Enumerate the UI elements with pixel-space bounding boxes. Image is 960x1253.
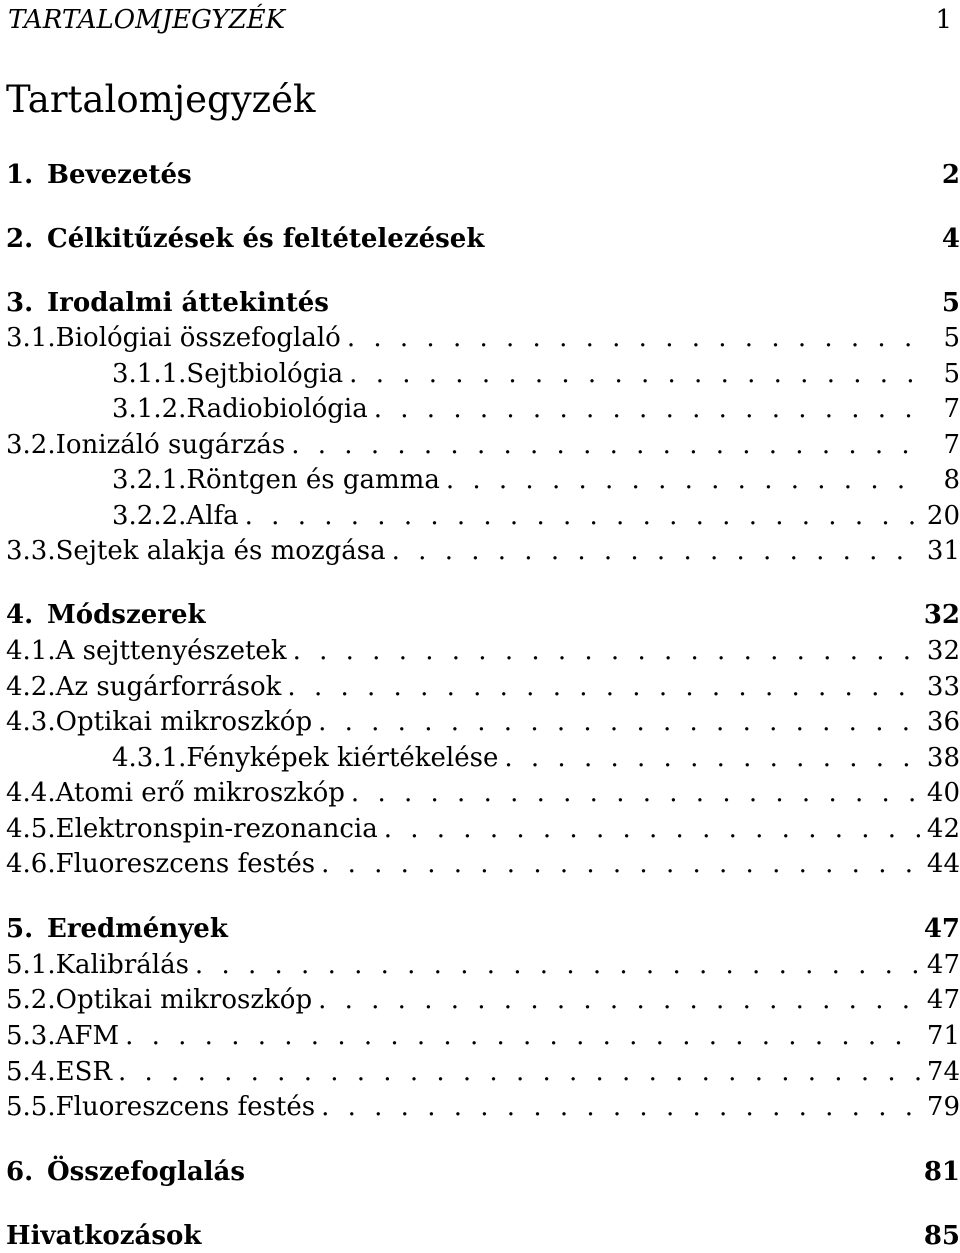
toc-page: 31 — [926, 536, 960, 566]
toc-title: Röntgen és gamma — [186, 465, 440, 495]
toc-leader — [245, 499, 921, 533]
toc-number: 4. — [6, 600, 34, 630]
toc-subsection-entry[interactable] — [6, 741, 960, 775]
toc-number: 3.2. — [6, 430, 56, 460]
toc-chapter-entry[interactable] — [6, 1155, 960, 1189]
toc-number: 5.1. — [6, 950, 56, 980]
toc-page: 2 — [941, 160, 960, 190]
toc-title: Alfa — [186, 501, 239, 531]
toc-section-entry[interactable] — [6, 1019, 960, 1053]
toc-section-entry[interactable] — [6, 1055, 960, 1089]
toc-leader — [318, 983, 921, 1017]
toc-number: 3.1.2. — [112, 394, 187, 424]
toc-leader — [504, 741, 921, 775]
toc-number: 1. — [6, 160, 34, 190]
toc-number: 5.2. — [6, 985, 56, 1015]
toc-title: ESR — [55, 1057, 112, 1087]
toc-section-entry[interactable] — [6, 812, 960, 846]
toc-section-entry[interactable] — [6, 948, 960, 982]
toc-section-entry[interactable] — [6, 776, 960, 810]
toc-leader — [321, 847, 921, 881]
toc-title: Fluoreszcens festés — [55, 849, 316, 879]
toc-title: Fényképek kiértékelése — [186, 743, 499, 773]
toc-leader — [195, 948, 921, 982]
toc-title: Radiobiológia — [186, 394, 368, 424]
toc-number: 3. — [6, 288, 34, 318]
toc-subsection-entry[interactable] — [6, 463, 960, 497]
toc-page: 47 — [926, 950, 960, 980]
toc-title: Hivatkozások — [6, 1221, 202, 1251]
toc-title: Célkitűzések és feltételezések — [47, 224, 485, 254]
toc-leader — [349, 357, 924, 391]
toc-title: Kalibrálás — [55, 950, 189, 980]
toc-page: 32 — [926, 636, 960, 666]
toc-title: Biológiai összefoglaló — [55, 323, 341, 353]
toc-title: Eredmények — [47, 914, 228, 944]
toc-number: 4.1. — [6, 636, 56, 666]
toc-section-entry[interactable] — [6, 428, 960, 462]
toc-page: 47 — [926, 985, 960, 1015]
toc-page: 40 — [926, 778, 960, 808]
page-number: 1 — [935, 5, 952, 35]
toc-number: 4.3. — [6, 707, 56, 737]
toc-leader — [118, 1055, 921, 1089]
toc-page: 47 — [923, 914, 960, 944]
toc-number: 3.2.1. — [112, 465, 187, 495]
toc-section-entry[interactable] — [6, 1090, 960, 1124]
table-of-contents — [6, 0, 960, 1251]
toc-section-entry[interactable] — [6, 847, 960, 881]
toc-page: 81 — [923, 1157, 960, 1187]
toc-leader — [446, 463, 924, 497]
toc-page: 8 — [943, 465, 960, 495]
toc-number: 2. — [6, 224, 34, 254]
toc-section-entry[interactable] — [6, 705, 960, 739]
toc-title: Sejtbiológia — [186, 359, 344, 389]
toc-leader — [347, 321, 924, 355]
toc-chapter-entry[interactable] — [6, 286, 960, 320]
toc-subsection-entry[interactable] — [6, 499, 960, 533]
toc-section-entry[interactable] — [6, 534, 960, 568]
toc-leader — [287, 670, 920, 704]
toc-number: 4.6. — [6, 849, 56, 879]
toc-chapter-entry[interactable] — [6, 598, 960, 632]
toc-title: Az sugárforrások — [55, 672, 282, 702]
toc-number: 5.5. — [6, 1092, 56, 1122]
toc-leader — [384, 812, 921, 846]
toc-leader — [125, 1019, 921, 1053]
toc-section-entry[interactable] — [6, 321, 960, 355]
toc-page: 7 — [943, 394, 960, 424]
toc-chapter-entry[interactable] — [6, 912, 960, 946]
toc-page: 44 — [926, 849, 960, 879]
toc-section-entry[interactable] — [6, 634, 960, 668]
toc-title: AFM — [55, 1021, 120, 1051]
toc-number: 5.3. — [6, 1021, 56, 1051]
toc-heading: Tartalomjegyzék — [6, 78, 316, 121]
toc-page: 42 — [926, 814, 960, 844]
toc-page: 38 — [926, 743, 960, 773]
toc-title: Ionizáló sugárzás — [55, 430, 286, 460]
toc-title: Összefoglalás — [47, 1157, 246, 1187]
toc-section-entry[interactable] — [6, 670, 960, 704]
toc-leader — [318, 705, 921, 739]
toc-title: Sejtek alakja és mozgása — [55, 536, 386, 566]
toc-page: 79 — [926, 1092, 960, 1122]
toc-title: Optikai mikroszkóp — [55, 985, 313, 1015]
toc-page: 85 — [923, 1221, 960, 1251]
toc-number: 6. — [6, 1157, 34, 1187]
toc-title: Elektronspin-rezonancia — [55, 814, 378, 844]
toc-title: Irodalmi áttekintés — [47, 288, 329, 318]
toc-number: 5. — [6, 914, 34, 944]
toc-leader — [374, 392, 924, 426]
toc-page: 74 — [926, 1057, 960, 1087]
toc-number: 4.4. — [6, 778, 56, 808]
toc-number: 3.2.2. — [112, 501, 187, 531]
toc-number: 3.1. — [6, 323, 56, 353]
toc-page: 4 — [941, 224, 960, 254]
toc-chapter-entry[interactable] — [6, 222, 960, 256]
toc-chapter-entry[interactable] — [6, 158, 960, 192]
toc-title: Atomi erő mikroszkóp — [55, 778, 345, 808]
toc-leader — [321, 1090, 921, 1124]
toc-page: 71 — [926, 1021, 960, 1051]
toc-title: Módszerek — [47, 600, 206, 630]
toc-leader — [291, 428, 924, 462]
toc-section-entry[interactable] — [6, 983, 960, 1017]
toc-number: 5.4. — [6, 1057, 56, 1087]
toc-page: 32 — [923, 600, 960, 630]
toc-title: Bevezetés — [47, 160, 192, 190]
toc-leader — [351, 776, 921, 810]
toc-title: A sejttenyészetek — [55, 636, 287, 666]
running-header-title: TARTALOMJEGYZÉK — [8, 5, 286, 35]
toc-number: 4.5. — [6, 814, 56, 844]
toc-leader — [293, 634, 921, 668]
toc-page: 7 — [943, 430, 960, 460]
toc-subsection-entry[interactable] — [6, 392, 960, 426]
toc-page: 5 — [941, 288, 960, 318]
toc-page: 5 — [943, 359, 960, 389]
toc-subsection-entry[interactable] — [6, 357, 960, 391]
toc-number: 4.2. — [6, 672, 56, 702]
toc-title: Fluoreszcens festés — [55, 1092, 316, 1122]
toc-page: 36 — [926, 707, 960, 737]
toc-number: 4.3.1. — [112, 743, 187, 773]
toc-leader — [392, 534, 921, 568]
toc-number: 3.1.1. — [112, 359, 187, 389]
toc-page: 5 — [943, 323, 960, 353]
toc-page: 20 — [926, 501, 960, 531]
toc-number: 3.3. — [6, 536, 56, 566]
toc-page: 33 — [926, 672, 960, 702]
toc-title: Optikai mikroszkóp — [55, 707, 313, 737]
